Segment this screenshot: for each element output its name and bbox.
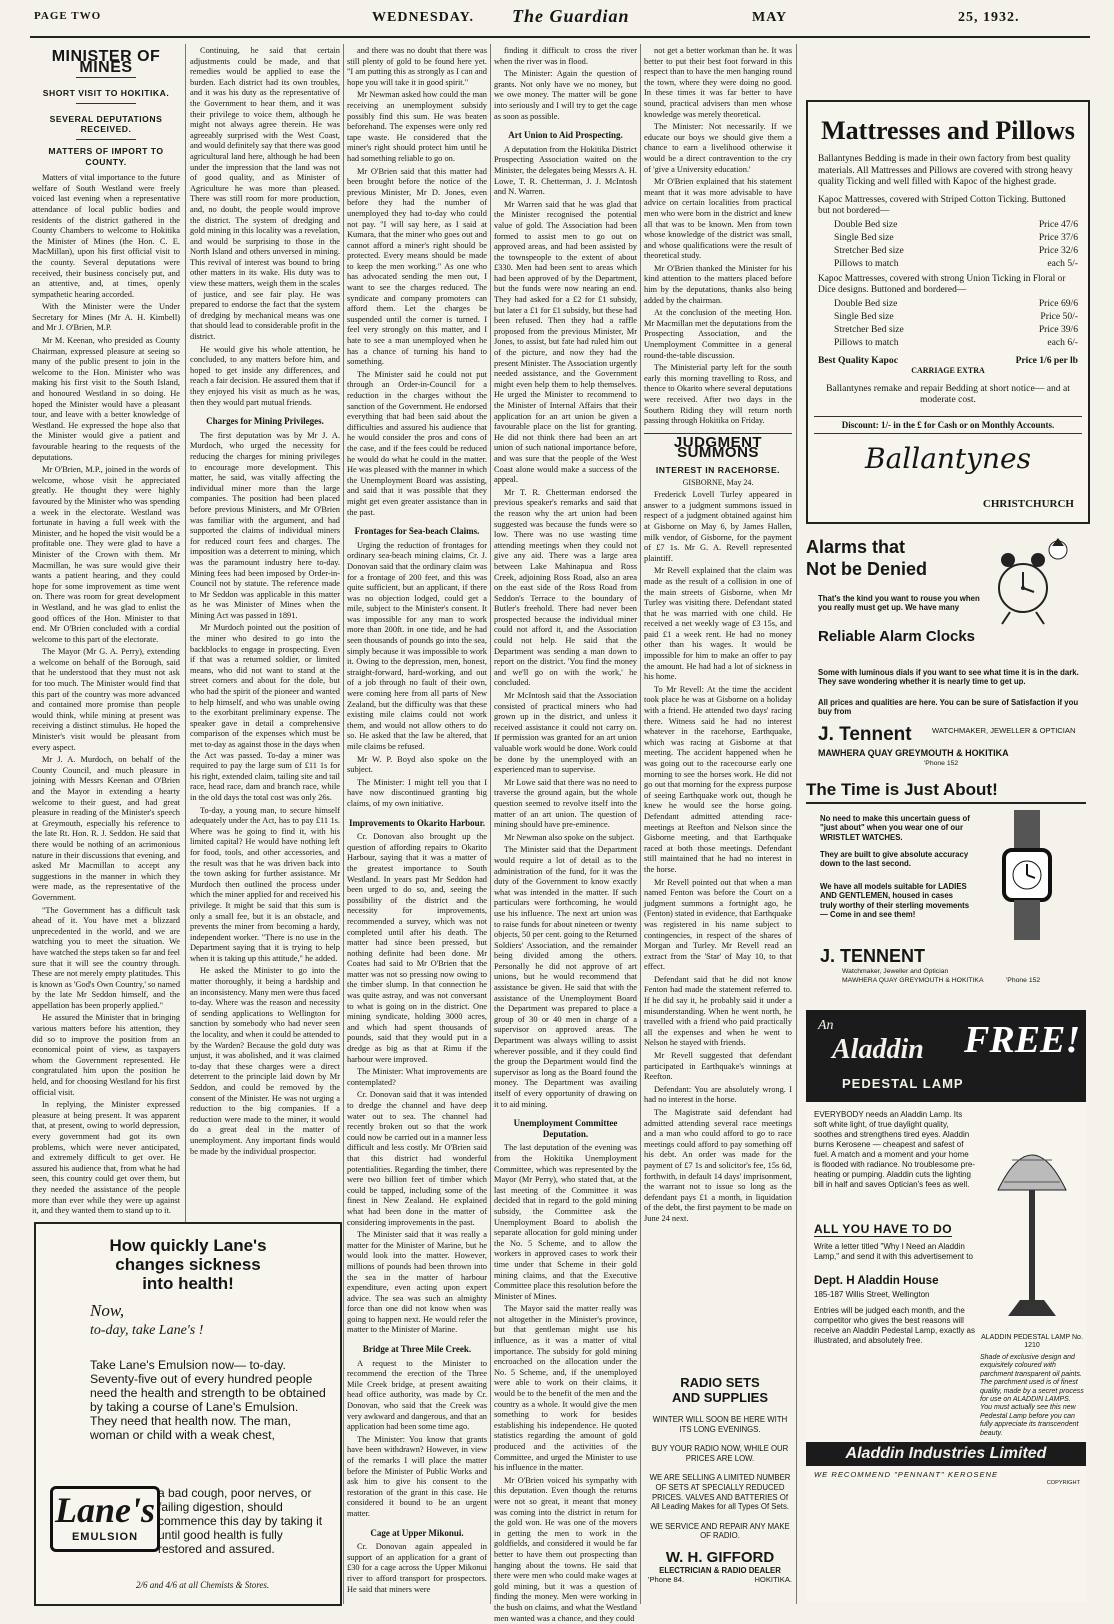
- ad-phone: 'Phone 84.: [648, 1574, 685, 1584]
- ad-free: FREE!: [964, 1019, 1081, 1061]
- day: WEDNESDAY.: [372, 10, 474, 25]
- month: MAY: [752, 10, 788, 25]
- divider: [76, 103, 136, 104]
- ad-line: We have all models suitable for LADIES AND GENTLEMEN, housed in cases truly worthy of their sterling movements— Come in and see them!: [820, 882, 970, 920]
- ad-contact: [648, 1575, 792, 1584]
- ad-heading: ALL YOU HAVE TO DO: [814, 1222, 953, 1236]
- ad-line: BUY YOUR RADIO NOW, WHILE OUR PRICES ARE LOW.: [651, 1444, 789, 1463]
- subheading: Unemployment Committee Deputation.: [513, 1118, 618, 1139]
- paragraph: At the conclusion of the meeting Hon. Mr Macmillan met the deputations from the Prospecting Association, and the Unemployment Committee in a general round-the-table discussion.: [644, 308, 792, 360]
- price-row: [818, 218, 1078, 231]
- paragraph: To-day, a young man, to secure himself adequately under the Act, has to pay £11 1s. Where was he going to find it, with his limited capital? He would have nothing left for food, tools, and other accessories, and the result was that he was driven back into the town asking for further assistance. Mr Murdoch then outlined the process under which the miner applied for and received his privilege. It might be said that this sum is only a small fee, but it is an obstacle, and prevents the miner from becoming a hardy, independent worker. "There is no use in the Department saying that it is trying to help when it is taking up this attitude," he added.: [190, 805, 340, 963]
- price-item-price: Price 39/6: [1038, 323, 1078, 335]
- best-price: Price 1/6 per lb: [1015, 354, 1078, 366]
- ad-city: CHRISTCHURCH: [982, 498, 1074, 510]
- subheading: INTEREST IN RACEHORSE.: [655, 464, 781, 475]
- paragraph: and there was no doubt that there was still plenty of gold to be found here yet. "I am putting this as strongly as I can and hope you will take it in good spirit.": [347, 46, 487, 87]
- masthead: [0, 0, 1114, 40]
- article-minister-of-mines: [32, 46, 180, 1216]
- paragraph: The Minister: I might tell you that I have now discontinued granting big claims, of my own initiative.: [347, 777, 487, 808]
- paragraph: The last deputation of the evening was from the Hokitika Unemployment Committee, which was represented by the Mayor (Mr Perry), who stated that, at the last meeting of the Committee it was decided that in regard to the gold mining subsidy, the Committee ask the Unemployment Board to abolish the separate allocation for gold mining under the No. 5 Scheme, and to allow the workers in approved cases to work their time under that Scheme in their gold mining claims, and that the Executive Committee place this resolution before the Minister of Mines.: [494, 1143, 637, 1301]
- ad-pedestal: PEDESTAL LAMP: [842, 1076, 964, 1091]
- price-item-name: Single Bed size: [834, 310, 894, 322]
- ad-todo: Write a letter titled "Why I Need an Aladdin Lamp," and send it with this advertisement to: [814, 1242, 973, 1261]
- ad-line: That's the kind you want to rouse you when you really must get up. We have many: [818, 594, 980, 613]
- paragraph: Mr T. R. Chetterman endorsed the previous speaker's remarks and said that the reason why the art union had been suggested was because the funds were so low. There was no use wasting time attending meetings when they could not give any aid. There was a large area between Lake Mahinapua and Ross Creek, adjoining Ross Road, also an area on the east side of the Ross Road from Seddon's Terrace to the boundary of Butler's freehold. There had never been prospected because the individual miner could not afford it, and the Association could not help. He said that the Department was sending a man down to report on the district. 'You find the money and we'll go on with the work,' he concluded.: [494, 487, 637, 688]
- ad-address: MAWHERA QUAY GREYMOUTH & HOKITIKA: [842, 977, 984, 984]
- paragraph: The first deputation was by Mr J. A. Murdoch, who urged the necessity for reducing the charges for mining privileges to encourage more development. This matter, he said, was vitally affecting the individual miner more than the large companies. The position had been placed before previous Ministers, and Mr O'Brien was familiar with the argument, and had supported the claims of individual miners for reduced court fees and charges. The imposition was a deterrent to mining, which was the paramount industry here to-day. Mining fees had been imposed by Order-in-Council not by statute. The reference made to Mr Seddon was applicable in this matter as he was Minister of Mines when the Mining Act was passed in 1891.: [190, 430, 340, 620]
- ad-town: HOKITIKA.: [754, 1574, 792, 1584]
- paragraph: The Magistrate said defendant had admitted attending several race meetings and a man who could afford to go to race meetings could afford to pay something off his debt. An order was made for the payment of £7 1s and solicitor's fee, 15s 6d, forthwith, in default 14 days' imprisonment, the warrant not to issue so long as the defendant pays £1 a month, in liquidation of the debt, the first payment to be made on June 24 next.: [644, 1108, 792, 1223]
- price-item-price: Price 37/6: [1038, 231, 1078, 243]
- ad-body: EVERYBODY needs an Aladdin Lamp. Its soft white light, of true daylight quality, soothes and strengthens tired eyes. Aladdin burns Kerosene — cheapest and safest of fuel. A match and a moment and your home is flooded with radiance. No troublesome pre-heating or pumping. Aladdin cuts the lighting bill in half and saves Optician's fees as well.: [814, 1110, 975, 1189]
- ad-lamp-no: ALADDIN PEDESTAL LAMP No. 1210: [981, 1334, 1083, 1350]
- ad-radio: [648, 1375, 792, 1605]
- price-item-price: each 6/-: [1047, 336, 1078, 348]
- lanes-brand: Lane's: [54, 1490, 155, 1530]
- ad-phone: 'Phone 152: [1006, 977, 1041, 984]
- paragraph: The Mayor said the matter really was not altogether in the Minister's province, but that gentleman might use his influence, as it was a matter of vital importance. The subsidy for gold mining encroached on the allocation under the No. 5 Scheme, and, if the unemployed were able to work on their claims, it would be to the benefit of the men and the country as a whole. It would give the men something to work for besides establishing his independence. He quoted statistics regarding the amount of gold produced and the activities of the Committee, and urged the Minister to use his influence in the matter.: [494, 1304, 637, 1473]
- paragraph: "The Government has a difficult task ahead of it. You have met a blizzard unprecedented in the world, and we are watching you to meet the situation. We have watched the steps taken so far and feel sure that it will see the country through. These are not merely empty platitudes. This is known as 'God's Own Country,' so named by the late Mr Seddon himself, and the appellation has been properly applied.": [32, 905, 180, 1010]
- paragraph: Mr Newman also spoke on the subject.: [504, 832, 635, 842]
- ad-shop: W. H. GIFFORD: [665, 1548, 775, 1566]
- ad-heading: Reliable Alarm Clocks: [818, 628, 976, 645]
- price-row: [818, 257, 1078, 270]
- paragraph: The Ministerial party left for the south early this morning travelling to Ross, and thence to Okarito where several deputations were received. After two days in the Southern Riding they will return north passing through Hokitika on Friday.: [644, 363, 792, 426]
- ad-entries: Entries will be judged each month, and the competitor who gives the best reasons will receive an Aladdin Pedestal Lamp, exactly as illustrated, and absolutely free.: [814, 1306, 975, 1345]
- price-item-name: Single Bed size: [834, 231, 894, 243]
- newspaper-title: The Guardian: [512, 6, 630, 26]
- ad-group: Kapoc Mattresses, covered with Striped Cotton Ticking. Buttoned but not bordered—: [818, 194, 1066, 216]
- paragraph: Mr Murdoch pointed out the position of the miner who desired to go into the backblocks to engage in prospecting. Even if that was a returned soldier, or limited means, who did not want to stand at the street corners and about for the dole, but who had the spirit of the pioneer and wanted to help himself, and who was unable owing to the exorbitant preliminary expense. The speaker gave in detail a comprehensive comparison of the expenses which must be met to-day as against those in the days when the Act was passed. To-day a miner was required to pay the large sum of £11 1s for his right, extended claim, tailing site and tail race, head race, dam and branch race, while in the old days the total cost was only 26s.: [190, 623, 340, 802]
- article-continuation: [190, 46, 340, 1216]
- best-kapoc: [808, 349, 1088, 366]
- ad-header: [806, 1010, 1086, 1102]
- divider: [76, 77, 136, 78]
- price-row: [818, 310, 1078, 323]
- ad-phone: 'Phone 152: [924, 760, 959, 767]
- subheading: SEVERAL DEPUTATIONS RECEIVED.: [49, 113, 163, 135]
- article-continuation: [644, 46, 792, 1366]
- paragraph: To Mr Revell: At the time the accident took place he was at Gisborne on a holiday with a friend. He attended two days' racing there. Witness said he had no interest whatever in the racehorse, Earthquake, which was racing at Gisborne at that meeting. The accident happened when he was going out to the racecourse early one morning to see the horses work. He did not go out that morning for the express purpose of seeing Earthquake work out, though he knew he would see the horse going. Defendant admitted attending race-meetings at Reefton and Nelson since the Gisborne meeting, and that Earthquake raced at both those meetings. Defendant still maintained that he had no interest in the horse.: [644, 684, 792, 874]
- ad-title: Mattresses and Pillows: [821, 116, 1075, 145]
- ad-price: 2/6 and 4/6 at all Chemists & Stores.: [136, 1580, 270, 1590]
- paragraph: Mr McIntosh said that the Association consisted of practical miners who had grown up in the district, and unless it received assistance it could not carry on. If permission was granted for an art union valuable work would be done. Work could be done by the unemployed with an experienced man to supervise.: [494, 691, 637, 775]
- ad-trade: Watchmaker, Jeweller and Optician: [842, 968, 949, 975]
- ad-title: The Time is Just About!: [806, 780, 1086, 804]
- paragraph: Mr W. P. Boyd also spoke on the subject.: [347, 754, 487, 775]
- paragraph: With the Minister were the Under Secretary for Mines (Mr A. H. Kimbell) and Mr J. O'Brien, M.P.: [32, 302, 180, 333]
- ad-line: WE ARE SELLING A LIMITED NUMBER OF SETS AT SPECIALLY REDUCED PRICES. VALVES AND BATTERIES Of All Leading Makes for all Types Of Sets.: [649, 1473, 791, 1512]
- ad-lamp-desc: Shade of exclusive design and exquisitely coloured with parchment transparent oil paints. The parchment used is of finest quality, made by a secret process for use on ALADDIN LAMPS. You must actually see this new Pedestal Lamp before you can fully appreciate its transcendent beauty.: [980, 1354, 1084, 1437]
- paragraph: Urging the reduction of frontages for ordinary sea-beach mining claims, Cr. J. Donovan said that the ordinary claim was for a frontage of 200 feet, and this was quite sufficient, but an applicant, if there was no objection lodged, could get a mile, subject to the Minister's consent. It was impossible for any man to work more than 200ft. in one tide, and he had seen thousands of pounds go into the sea, simply because it was impossible to work it. Owing to the depression, men, honest, straight-forward, hard-working, and out of a job through no fault of their own, were coming here from all parts of New Zealand, but the difficulty was that these existing mile claims could not work them, and would not allow others to do so. He asked that the law be altered, that mile claims be refused.: [347, 540, 487, 751]
- subheading: Art Union to Aid Prospecting.: [508, 130, 623, 141]
- paragraph: Mr O'Brien said that this matter had been brought before the notice of the previous Minister, Mr D. Jones, even before they had the number of unemployed they had to-day who could not pay. "I will say here, as I said at Kumara, that the miner who goes out and cannot afford a miner's right should be protected. Every means should be made to keep the men working." As one who has advocated sending the men out, I want to see the charges reduced. The syndicate and company promoters can afford them. Let the charges be suspended until the corner is turned. I feel very strongly on this matter, and I hate to see a man unemployed when he has a chance of turning his hand to something.: [347, 166, 487, 367]
- paragraph: He assured the Minister that in bringing various matters before his attention, they did so to improve the position from an economical point of view, as taxpayers whom the Government represented. He congratulated him upon the position he held, and for choosing Westland for his first official visit.: [32, 1013, 180, 1097]
- subheading: Bridge at Three Mile Creek.: [362, 1344, 472, 1355]
- paragraph: In replying, the Minister expressed pleasure at being present. It was apparent that, at present, owing to world depression, every government had got its own problems, which were never anticipated, and extremely difficult to get over. He assured his audience that, from what he had seen, this country could get over them, but they needed the assistance of the people more than ever while they were up against it, and they wanted them to stand up to it.: [32, 1100, 180, 1216]
- ad-aladdin-name: Aladdin: [832, 1034, 924, 1065]
- ad-title: Not be Denied: [806, 559, 928, 579]
- ad-recommend: WE RECOMMEND "PENNANT" KEROSENE: [814, 1470, 999, 1479]
- subheading: Cage at Upper Mikonui.: [370, 1527, 464, 1538]
- paragraph: He would give his whole attention, he concluded, to any matters before him, and hoped to get inside any differences, and reach a fair decision. He assured them that if they enjoyed his visit as much as he was, then they would part mutual friends.: [190, 344, 340, 407]
- ad-discount: Discount: 1/- in the £ for Cash or on Monthly Accounts.: [814, 416, 1082, 434]
- paragraph: The Minister: Again the question of grants. Not only have we no money, but we owe money. The matter will be gone into seriously and I will try to get the cage as soon as possible.: [494, 69, 637, 121]
- subheading: Frontages for Sea-beach Claims.: [354, 526, 480, 537]
- ad-aladdin-lamp: [806, 1010, 1086, 1602]
- paragraph: Mr O'Brien thanked the Minister for his kind attention to the matters placed before him by the deputations, thanks also being added by the chairman.: [644, 263, 792, 305]
- ad-address: MAWHERA QUAY GREYMOUTH & HOKITIKA: [818, 748, 1009, 758]
- price-item-price: each 5/-: [1047, 257, 1078, 269]
- paragraph: Mr Warren said that he was glad that the Minister recognised the potential value of gold. The Association had been formed to assist men to go out on approved areas, and had been assisted by the townspeople to the extent of about £330. Men had been sent to areas which had been approved of by the Department, but the funds were now nearing an end. They had asked for a £2 for £1 subsidy, but later a £1 for £1 subsidy, but these had been refused. Then they had a raffle proposed from the previous Minister, Mr Jones, to assist, but fate had ruled him out of the picture, and now they had the present Minister. The Association urgently needed assistance, and the Government might even help them to help themselves. He urged the Minister to recommend to the Minister of Internal Affairs that their application for an art union be given a favourable place on the list for granting. He did not think there had been an art union of such national importance before, and was sure that the people of the West Coast alone would make a success of the appeal.: [494, 199, 637, 485]
- paragraph: Cr. Donovan said that it was intended to dredge the channel and have deep water out to sea. The channel had recently broken out so that the work could now be carried out in a manner less difficult and less costly. Mr O'Brien said that this district had wonderful potentialities. Regarding the timber, there were two billion feet of timber which could be tapped, including some of the finest in New Zealand. He explained what had been done in the matter of considering improvements in the past.: [347, 1090, 487, 1227]
- best-label: Best Quality Kapoc: [818, 354, 898, 366]
- paragraph: Mr O'Brien, M.P., joined in the words of welcome, whose visit he appreciated greatly. He thought they were highly favoured by the Minister who was spending a week in the electorate. Westland was fortunate in having a full week with the Minister, and he hoped the visit would be a profitable one. They were glad to have a Minister of the Crown with them. Mr Macmillan, he was sure would give their wants a patient hearing, and they could hope for some improvement as time went on. There was room for great development in Westland, and he was glad to enlist the good offices of the Hon. Minister to that end. Mr O'Brien concluded with a cordial welcome to this part of the electorate.: [32, 465, 180, 644]
- paragraph: finding it difficult to cross the river when the river was in flood.: [494, 46, 637, 66]
- ad-wristlet-watches: [806, 780, 1086, 1000]
- paragraph: He asked the Minister to go into the matter thoroughly, it being a hardship and an inconsistency. Many men were thus faced to-day. Where was the reason and necessity of sending applications to Wellington for sanction by somebody who had never seen the locality, and when it could be attended to by the Warden? Because the gold duty was unjust, it was abolished, and it was claimed to-day that these charges were a direct deterrent to the principle laid down by Mr Seddon, and could be removed by the consent of the Minister. He was not urging a reduction to the big companies. If a reduction were made to the miner, it would do a great deal in the matter of unemployment. Any important finds would be made by the individual prospector.: [190, 966, 340, 1156]
- paragraph: Matters of vital importance to the future welfare of South Westland were freely voiced last evening when a representative attendance of local public bodies and residents of the district gathered in the County Chambers to welcome to Hokitika the Minister of Mines (the Hon. C. E. MacMillan), upon his first official visit to the county. Several deputations were received, their business concisely put, and an attentive, and, at times, openly sympathetic hearing accorded.: [32, 173, 180, 299]
- paragraph: The Minister said that the Department would require a lot of detail as to the administration of the fund, for it was the duty of the Government to know exactly what was intended in the matter. If such particulars were forthcoming, he would use his influence. The next art union was to raise funds for about nineteen or twenty objects, 50 per cent. going to the Returned Soldiers' Association, and the remainder being divided among the others. Personally he did not approve of art unions, but he would recommend that assistance be given. He said that with the assistance of the Unemployment Board the Department was prepared to place a group of 30 or 40 men in charge of a supervisor on approved areas. The Department was always willing to assist wherever possible, and if they could find the group the Department would find the supervisor as long as the Board found the money. The Department was availing itself of every opportunity of drawing on it to aid mining.: [494, 845, 637, 1109]
- ballantynes-signature: Ballantynes: [865, 441, 1031, 475]
- paragraph: Mr O'Brien explained that his statement meant that it was more advisable to have advice on certain localities from practical men who were born in the district and knew all that was to be known. Men from town whose knowledge of the district was small, and whose qualifications were the result of theoretical study.: [644, 177, 792, 261]
- paragraph: Mr J. A. Murdoch, on behalf of the County Council, and much pleasure in joining with Messrs Keenan and O'Brien and the Mayor in extending a hearty welcome to their guest, and had great pleasure in reading of the Minister's speech at Greymouth, especially his reference to the late Rt. Hon. R. J. Seddon. He said that there would be nothing of an acrimonious nature in their discussions that evening, and asked Mr Macmillan to accept any suggestions in the manner in which they were made, as the representative of the Government.: [32, 755, 180, 902]
- price-item-name: Pillows to match: [834, 257, 899, 269]
- price-item-name: Stretcher Bed size: [834, 323, 904, 335]
- paragraph: A deputation from the Hokitika District Prospecting Association waited on the Minister, the delegates being Messrs A. H. Lowe, T. R. Chetterman, J. J. McIntosh and N. Warren.: [494, 144, 637, 197]
- subheading: SHORT VISIT TO HOKITIKA.: [42, 88, 170, 99]
- price-row: [818, 336, 1078, 349]
- price-row: [818, 231, 1078, 244]
- ad-trade: ELECTRICIAN & RADIO DEALER: [659, 1565, 781, 1575]
- ad-remake: Ballantynes remake and repair Bedding at short notice— and at moderate cost.: [826, 382, 1070, 405]
- ad-script: Now,: [90, 1301, 125, 1320]
- ad-title: RADIO SETS: [680, 1375, 760, 1390]
- paragraph: Defendant said that he did not know Fenton had made the statement referred to. If he did say it, he probably said it under a misunderstanding. When he went north, he travelled with a friend who paid practically all the expenses and when he went to Nelson he stayed with friends.: [644, 974, 792, 1048]
- subheading: Charges for Mining Privileges.: [206, 416, 324, 427]
- lanes-emulsion: EMULSION: [71, 1531, 139, 1543]
- price-item-price: Price 32/6: [1038, 244, 1078, 256]
- ad-title-line: How quickly Lane's: [109, 1236, 267, 1255]
- ad-copyright: COPYRIGHT: [1046, 1480, 1080, 1486]
- date: 25, 1932.: [958, 10, 1020, 25]
- paragraph: Mr Lowe said that there was no need to traverse the ground again, but the whole question seemed to revolve itself into the matter of an art union. The question of mining should have pre-eminence.: [494, 777, 637, 830]
- paragraph: Frederick Lovell Turley appeared in answer to a judgment summons issued in respect of a judgment obtained against him at Gisborne on May 6, by James Hallen, milk vendor, of Gisborne, for the payment of £7 1s. Mr G. A. Revell represented plaintiff.: [644, 490, 792, 563]
- ad-intro: Ballantynes Bedding is made in their own factory from best quality materials. All Mattresses and Pillows are covered with strong heavy quality Ticking and well filled with Kapoc of the highest grade.: [818, 154, 1073, 187]
- ad-shop: J. TENNENT: [820, 946, 926, 966]
- price-item-price: Price 69/6: [1038, 297, 1078, 309]
- ad-group: Kapoc Mattresses, covered with strong Union Ticking in Floral or Dice designs. Buttoned and bordered—: [818, 273, 1066, 295]
- column-rule: [796, 44, 797, 1604]
- paragraph: Mr O'Brien voiced his sympathy with this deputation. Even though the returns were not so great, it meant that money was coming into the district in return for the gold won. He was one of the movers in getting the men to work in the goldfields, and considered it would be far better to have them out prospecting than hanging about the towns. He said that there were men who could make wages at gold mining, but it was a question of finding the money. Men were working in the bush on claims, and what the Westland men wanted was a chance, and they could: [494, 1475, 637, 1623]
- pedestal-lamp-icon: [984, 1120, 1080, 1330]
- ad-dept: Dept. H Aladdin House: [814, 1274, 939, 1287]
- subheading: Improvements to Okarito Harbour.: [349, 817, 485, 828]
- ad-title: Alarms that: [806, 537, 906, 557]
- price-row: [818, 323, 1078, 336]
- ad-lanes-emulsion: [34, 1222, 342, 1606]
- ad-title-line: changes sickness: [115, 1255, 261, 1274]
- ad-trade: WATCHMAKER, JEWELLER & OPTICIAN: [932, 726, 1076, 735]
- price-item-price: Price 50/-: [1040, 310, 1078, 322]
- aladdin-banner: Aladdin Industries Limited: [806, 1442, 1086, 1466]
- paragraph: The Minister said he could not put through an Order-in-Council for a reduction in the charges without the sanction of the Government. He endorsed everything that had been said about the difficulties and assured his audience that he would consider the pros and cons of the case, and if the fees could be reduced he would do what he could in the matter. He was pleased with the manner in which the Unemployment Board was assisting, and said that it was possible that they might get even greater assistance than in the past.: [347, 369, 487, 517]
- article-continuation: [347, 46, 487, 1606]
- paragraph: Continuing, he said that certain adjustments could be made, and that remedies would be applied to ease the burden. Each district had its own troubles, and it was his duty as the representative of the Government to hear them, and it was their privilege to voice them, although he might not always agree therein. He was agreeably surprised with the West Coast, and would definitely say that there was good agricultural land here, although he had been under the impression that the land was not of good quality, and as Minister of Agriculture he was more than pleased. There was still room for more production, and, no doubt, the people would improve the district. The system of dredging and gold mining in this locality was a revelation, and would be surprising to those in the North Island and others unversed in mining. This revival of interest was bound to bring other matters in its wake. His duty was to view these matters, weigh them in the scales of justice, and see fair play. He was prepared to endorse the fact that the system of dredging by mechanical means was one that should lead to considerable profit in the district.: [190, 46, 341, 342]
- wristwatch-icon: [978, 810, 1078, 940]
- price-row: [818, 297, 1078, 310]
- ad-line: WE SERVICE AND REPAIR ANY MAKE OF RADIO.: [650, 1521, 790, 1541]
- ad-body: Take Lane's Emulsion now— to-day. Seventy-five out of every hundred people need the health and strength to be obtained by taking a course of Lane's Emulsion. They need that health now. The man, woman or child with a weak chest,: [90, 1358, 326, 1442]
- ad-title-line: into health!: [142, 1274, 234, 1293]
- ad-body: a bad cough, poor nerves, or failing digestion, should commence this day by taking it until good health is fully restored and assured.: [158, 1486, 323, 1556]
- headline: MINISTER OF MINES: [51, 48, 161, 76]
- paragraph: Cr. Donovan again appealed in support of an application for a grant of £30 for a cage across the Upper Mikonui river to afford transport for prospectors. He said that miners were: [347, 1542, 487, 1594]
- paragraph: Defendant: You are absolutely wrong. I had no interest in the horse.: [644, 1084, 792, 1105]
- divider: [76, 139, 136, 140]
- paragraph: Mr M. Keenan, who presided as County Chairman, expressed pleasure at seeing so many of the public present to join in the welcome to the Hon. Minister who was making his first visit to the South Island, and honoured Westland in so doing. He hoped the Minister would have a pleasant tour, and leave with a better knowledge of Westland. He expressed the hope also that the Minister would give a patient and favourable hearing to the requests of the deputations.: [32, 336, 180, 462]
- clown-clock-icon: [978, 536, 1078, 626]
- paragraph: Cr. Donovan also brought up the question of affording repairs to Okarito Harbour, saying that it was a matter of the greatest importance to South Westland. In years past Mr Seddon had been urged to do so, and, seeing the possibility of the district and the necessity for improvements, recommended a survey, which was not completed until after his death. The matter had since been pressed, but nothing definite had been done. Mr Coates had said to Mr O'Brien that the matter was not so pressing now owing to the timber slump. In that connection he was quite astray, and was not conversant to what is going on in the district. One mining syndicate, holding 3000 acres, and which had spent thousands of pounds, said that they would put in a dredge as big as that at Rimu if the harbour were improved.: [347, 832, 487, 1064]
- ad-line: Some with luminous dials if you want to see what time it is in the dark. They save wondering whether it is nearly time to get up.: [818, 668, 1079, 687]
- ad-line: No need to make this uncertain guess of "just about" when you wear one of our WRISTLET WATCHES.: [820, 814, 970, 842]
- ad-mattresses: [806, 100, 1090, 524]
- price-list: [808, 218, 1088, 270]
- paragraph: Mr Revell explained that the claim was made as the result of a collision in one of the main streets of Gisborne, when Mr Turley was visiting there. Defendant stated that he was married with one child. He received a net weekly wage of £3 15s, and paid £1 a week rent. He had no money other than his wages. It would be impossible for him to make an offer to pay the amount. He had had a lot of sickness in his home.: [644, 566, 792, 682]
- ad-address: 185-187 Willis Street, Wellington: [814, 1290, 930, 1299]
- paragraph: Mr Revell pointed out that when a man named Fenton was before the Court on a judgment summons a fortnight ago, he (Fenton) stated in evidence, that Earthquake was registered in his name subject to contingencies, in respect of the shares of Morgan and Turley. Mr Revell read an extract from the 'Star' of May 10, to that effect.: [644, 877, 792, 972]
- paragraph: A request to the Minister to recommend the erection of the Three Mile Creek bridge, at present awaiting head office authority, was made by Cr. Donovan, who said that the Creek was very awkward and dangerous, and that an application had been some time ago.: [347, 1358, 487, 1432]
- ad-line: They are built to give absolute accuracy down to the last second.: [820, 850, 969, 869]
- paragraph: The Mayor (Mr G. A. Perry), extending a welcome on behalf of the Borough, said that he understood that they must not ask for too much. The Minister would find that this part of the country was more advanced and contained more promise than people would think, while mining at present was receiving a distinct stimulus. He hoped the Minister's visit would be pleasant from every aspect.: [32, 647, 180, 752]
- column-rule: [343, 44, 344, 1604]
- price-item-name: Pillows to match: [834, 336, 899, 348]
- ad-an: An: [818, 1018, 834, 1033]
- ad-shop: J. Tennent: [818, 724, 912, 745]
- ad-script: to-day, take Lane's !: [90, 1323, 204, 1338]
- paragraph: The Minister said that it was really a matter for the Minister of Marine, but he would look into the matter. However, millions of pounds had been thrown into the sea in the matter of harbour expenditure, even acting upon expert advice. The sea was such an almighty force than one did not know when was going to happen next. He would refer the matter to the Minister of Marine.: [347, 1230, 487, 1335]
- ad-line: WINTER WILL SOON BE HERE WITH ITS LONG EVENINGS.: [652, 1415, 788, 1434]
- price-row: [818, 244, 1078, 257]
- price-item-name: Double Bed size: [834, 218, 898, 230]
- article-continuation: [494, 46, 637, 1623]
- subheading: MATTERS OF IMPORT TO COUNTY.: [48, 145, 164, 167]
- price-item-price: Price 47/6: [1038, 218, 1078, 230]
- column-rule: [490, 44, 491, 1604]
- ad-title: AND SUPPLIES: [671, 1390, 769, 1405]
- paragraph: The Minister: What improvements are contemplated?: [347, 1067, 487, 1087]
- lanes-logo: [50, 1486, 160, 1552]
- paragraph: The Minister: Not necessarily. If we educate our boys we should give them a chance to earn a livelihood otherwise it would be a direct contravention to the cry of 'give a University education.': [644, 122, 792, 174]
- column-rule: [640, 44, 641, 1604]
- price-item-name: Double Bed size: [834, 297, 898, 309]
- paragraph: not get a better workman than he. It was better to put their best foot forward in this respect than to have the men hanging round the town, where they were doing no good. In these times it was far better to have sound, practical advisers than men whose knowledge was merely theoretical.: [644, 46, 792, 119]
- ad-title: [36, 1236, 340, 1293]
- price-list: [808, 297, 1088, 349]
- masthead-rule: [30, 36, 1090, 38]
- page-number: PAGE TWO: [34, 10, 102, 22]
- paragraph: Mr Newman asked how could the man receiving an unemployment subsidy possibly find this sum. He was beaten beforehand. The expenses were only red tape waste. He considered that the miner's right should protect him until he had something reliable to go on.: [347, 90, 487, 163]
- ad-line: All prices and qualities are here. You can be sure of Satisfaction if you buy from: [818, 698, 1079, 717]
- headline: JUDGMENT SUMMONS: [644, 433, 792, 459]
- paragraph: The Minister: You know that grants have been withdrawn? However, in view of the remarks I will place the matter before the Minister of Public Works and ask him to give his consent to the restoration of the grant in this case. He considered it bound to be an urgent matter.: [347, 1434, 487, 1518]
- price-item-name: Stretcher Bed size: [834, 244, 904, 256]
- carriage: CARRIAGE EXTRA: [911, 365, 985, 375]
- dateline: GISBORNE, May 24.: [682, 477, 754, 487]
- paragraph: Mr Revell suggested that defendant participated in Earthquake's winnings at Reefton.: [644, 1051, 792, 1082]
